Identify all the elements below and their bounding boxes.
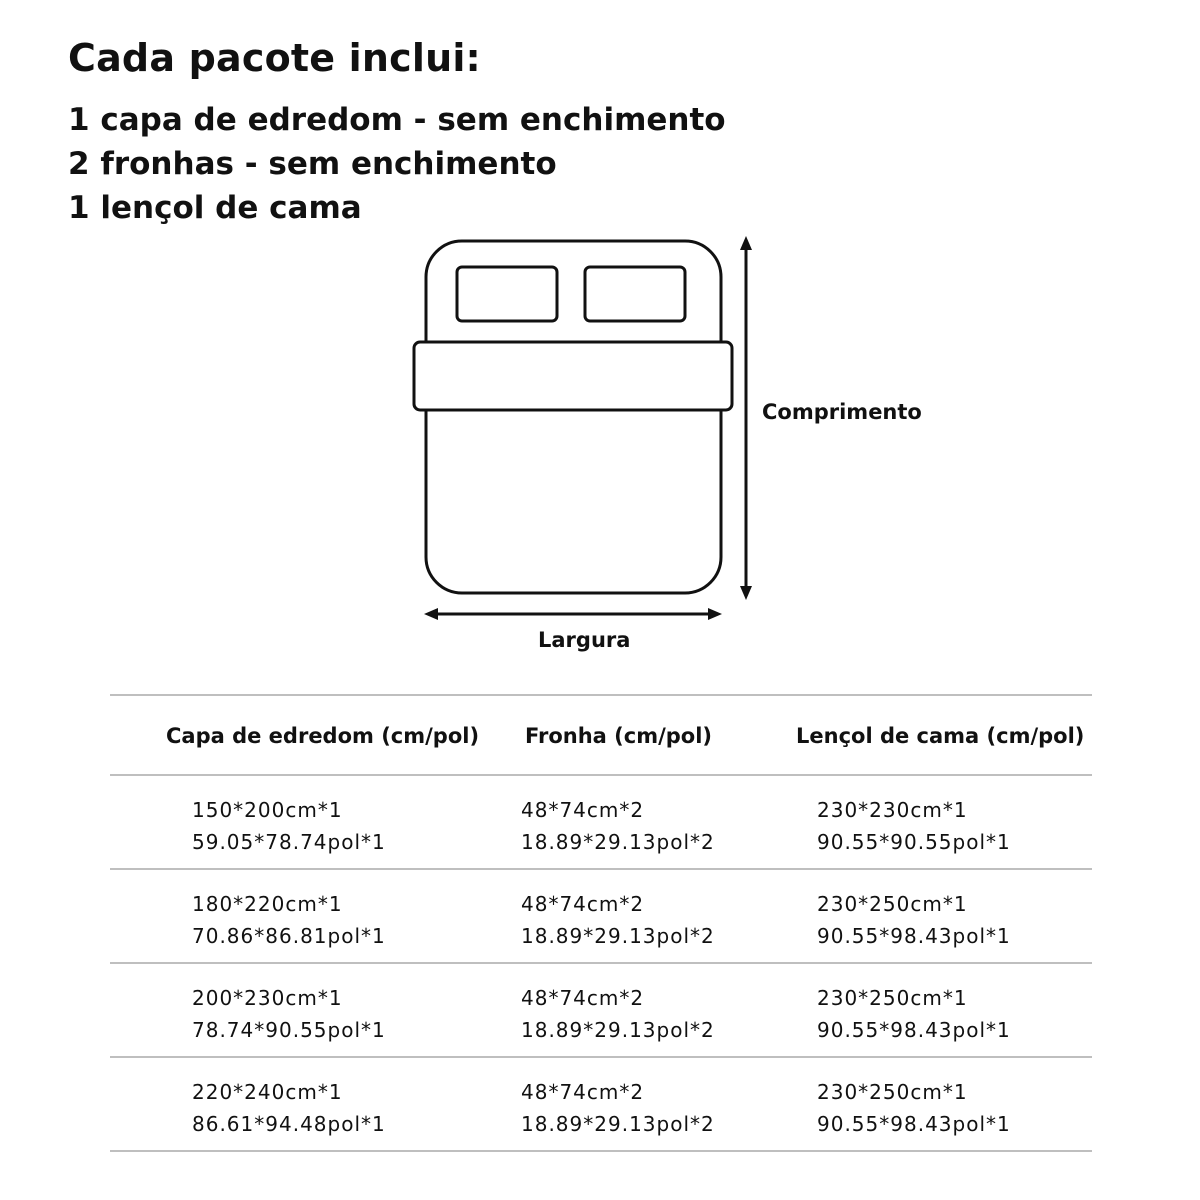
size-pol: 90.55*98.43pol*1 bbox=[817, 924, 1011, 948]
pillowcase-size-cell bbox=[521, 888, 715, 952]
size-pol: 90.55*98.43pol*1 bbox=[817, 1112, 1011, 1136]
table-row bbox=[110, 868, 1092, 962]
size-pol: 59.05*78.74pol*1 bbox=[192, 830, 386, 854]
column-header-duvet: Capa de edredom (cm/pol) bbox=[166, 724, 480, 748]
duvet-fold bbox=[414, 342, 732, 410]
width-arrow bbox=[424, 608, 722, 620]
length-label: Comprimento bbox=[762, 400, 922, 424]
length-arrow bbox=[740, 236, 752, 600]
duvet-size-cell bbox=[192, 888, 386, 952]
pillow-left bbox=[457, 267, 557, 321]
sheet-size-cell bbox=[817, 888, 1011, 952]
duvet-size-cell bbox=[192, 794, 386, 858]
list-item: 2 fronhas - sem enchimento bbox=[68, 146, 557, 182]
size-pol: 86.61*94.48pol*1 bbox=[192, 1112, 386, 1136]
size-pol: 18.89*29.13pol*2 bbox=[521, 1018, 715, 1042]
sheet-size-cell bbox=[817, 794, 1011, 858]
bed-outline bbox=[426, 241, 721, 593]
size-cm: 48*74cm*2 bbox=[521, 798, 645, 822]
column-header-sheet: Lençol de cama (cm/pol) bbox=[796, 724, 1085, 748]
pillowcase-size-cell bbox=[521, 1076, 715, 1140]
pillowcase-size-cell bbox=[521, 794, 715, 858]
table-header-row bbox=[110, 694, 1092, 774]
list-item: 1 lençol de cama bbox=[68, 190, 362, 226]
sheet-size-cell bbox=[817, 1076, 1011, 1140]
size-cm: 230*250cm*1 bbox=[817, 986, 968, 1010]
table-row bbox=[110, 774, 1092, 868]
size-pol: 18.89*29.13pol*2 bbox=[521, 1112, 715, 1136]
list-item: 1 capa de edredom - sem enchimento bbox=[68, 102, 726, 138]
pillowcase-size-cell bbox=[521, 982, 715, 1046]
size-pol: 18.89*29.13pol*2 bbox=[521, 924, 715, 948]
size-pol: 70.86*86.81pol*1 bbox=[192, 924, 386, 948]
size-cm: 48*74cm*2 bbox=[521, 1080, 645, 1104]
size-pol: 78.74*90.55pol*1 bbox=[192, 1018, 386, 1042]
size-pol: 18.89*29.13pol*2 bbox=[521, 830, 715, 854]
size-pol: 90.55*90.55pol*1 bbox=[817, 830, 1011, 854]
size-cm: 180*220cm*1 bbox=[192, 892, 343, 916]
column-header-pillowcase: Fronha (cm/pol) bbox=[525, 724, 713, 748]
size-cm: 230*230cm*1 bbox=[817, 798, 968, 822]
size-cm: 48*74cm*2 bbox=[521, 986, 645, 1010]
size-cm: 200*230cm*1 bbox=[192, 986, 343, 1010]
size-cm: 48*74cm*2 bbox=[521, 892, 645, 916]
sheet-size-cell bbox=[817, 982, 1011, 1046]
size-cm: 220*240cm*1 bbox=[192, 1080, 343, 1104]
duvet-size-cell bbox=[192, 982, 386, 1046]
page-title: Cada pacote inclui: bbox=[68, 36, 481, 80]
pillow-right bbox=[585, 267, 685, 321]
table-row bbox=[110, 1056, 1092, 1152]
duvet-size-cell bbox=[192, 1076, 386, 1140]
table-row bbox=[110, 962, 1092, 1056]
width-label: Largura bbox=[538, 628, 631, 652]
size-table bbox=[110, 694, 1092, 1152]
size-pol: 90.55*98.43pol*1 bbox=[817, 1018, 1011, 1042]
size-cm: 230*250cm*1 bbox=[817, 892, 968, 916]
size-cm: 150*200cm*1 bbox=[192, 798, 343, 822]
size-cm: 230*250cm*1 bbox=[817, 1080, 968, 1104]
